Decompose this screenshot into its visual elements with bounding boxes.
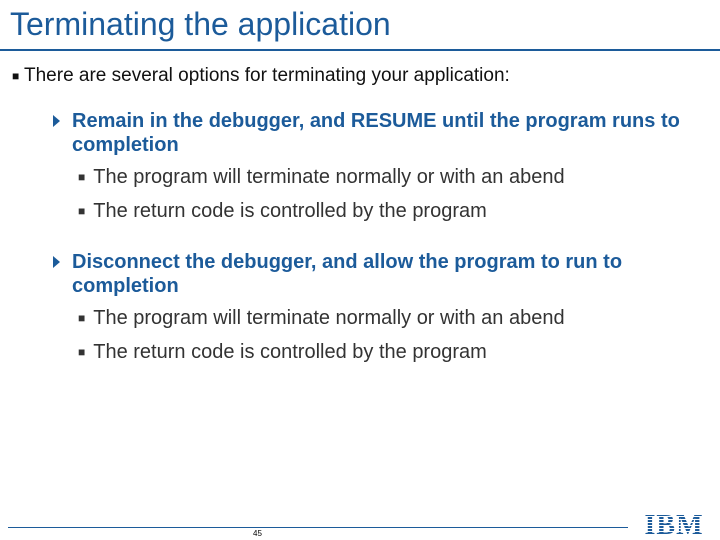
option-point-text: The program will terminate normally or with an abend — [93, 166, 565, 188]
triangle-bullet-icon — [53, 115, 60, 127]
option-point — [78, 166, 565, 189]
square-bullet-icon: ■ — [78, 345, 86, 359]
option-point — [78, 200, 487, 223]
page-number: 45 — [253, 529, 262, 538]
square-bullet-icon: ■ — [78, 204, 86, 218]
option-heading-disconnect — [53, 250, 718, 298]
intro-text: There are several options for terminating your application: — [24, 65, 510, 86]
option-point-text: The program will terminate normally or with an abend — [93, 307, 565, 329]
square-bullet-icon: ■ — [12, 69, 20, 83]
square-bullet-icon: ■ — [78, 311, 86, 325]
option-point-text: The return code is controlled by the program — [93, 341, 487, 363]
option-heading-text: Disconnect the debugger, and allow the program to run to completion — [72, 251, 623, 297]
option-heading-resume — [53, 109, 718, 157]
footer-divider — [8, 527, 628, 528]
ibm-logo-text: IBM — [644, 511, 704, 537]
slide-title: Terminating the application — [10, 6, 391, 42]
intro-bullet — [12, 65, 510, 87]
option-point-text: The return code is controlled by the program — [93, 200, 487, 222]
triangle-bullet-icon — [53, 256, 60, 268]
option-point — [78, 307, 565, 330]
ibm-logo-icon — [638, 511, 710, 537]
option-heading-text: Remain in the debugger, and RESUME until the program runs to completion — [72, 110, 680, 156]
title-divider — [0, 49, 720, 51]
square-bullet-icon: ■ — [78, 170, 86, 184]
option-point — [78, 341, 487, 364]
